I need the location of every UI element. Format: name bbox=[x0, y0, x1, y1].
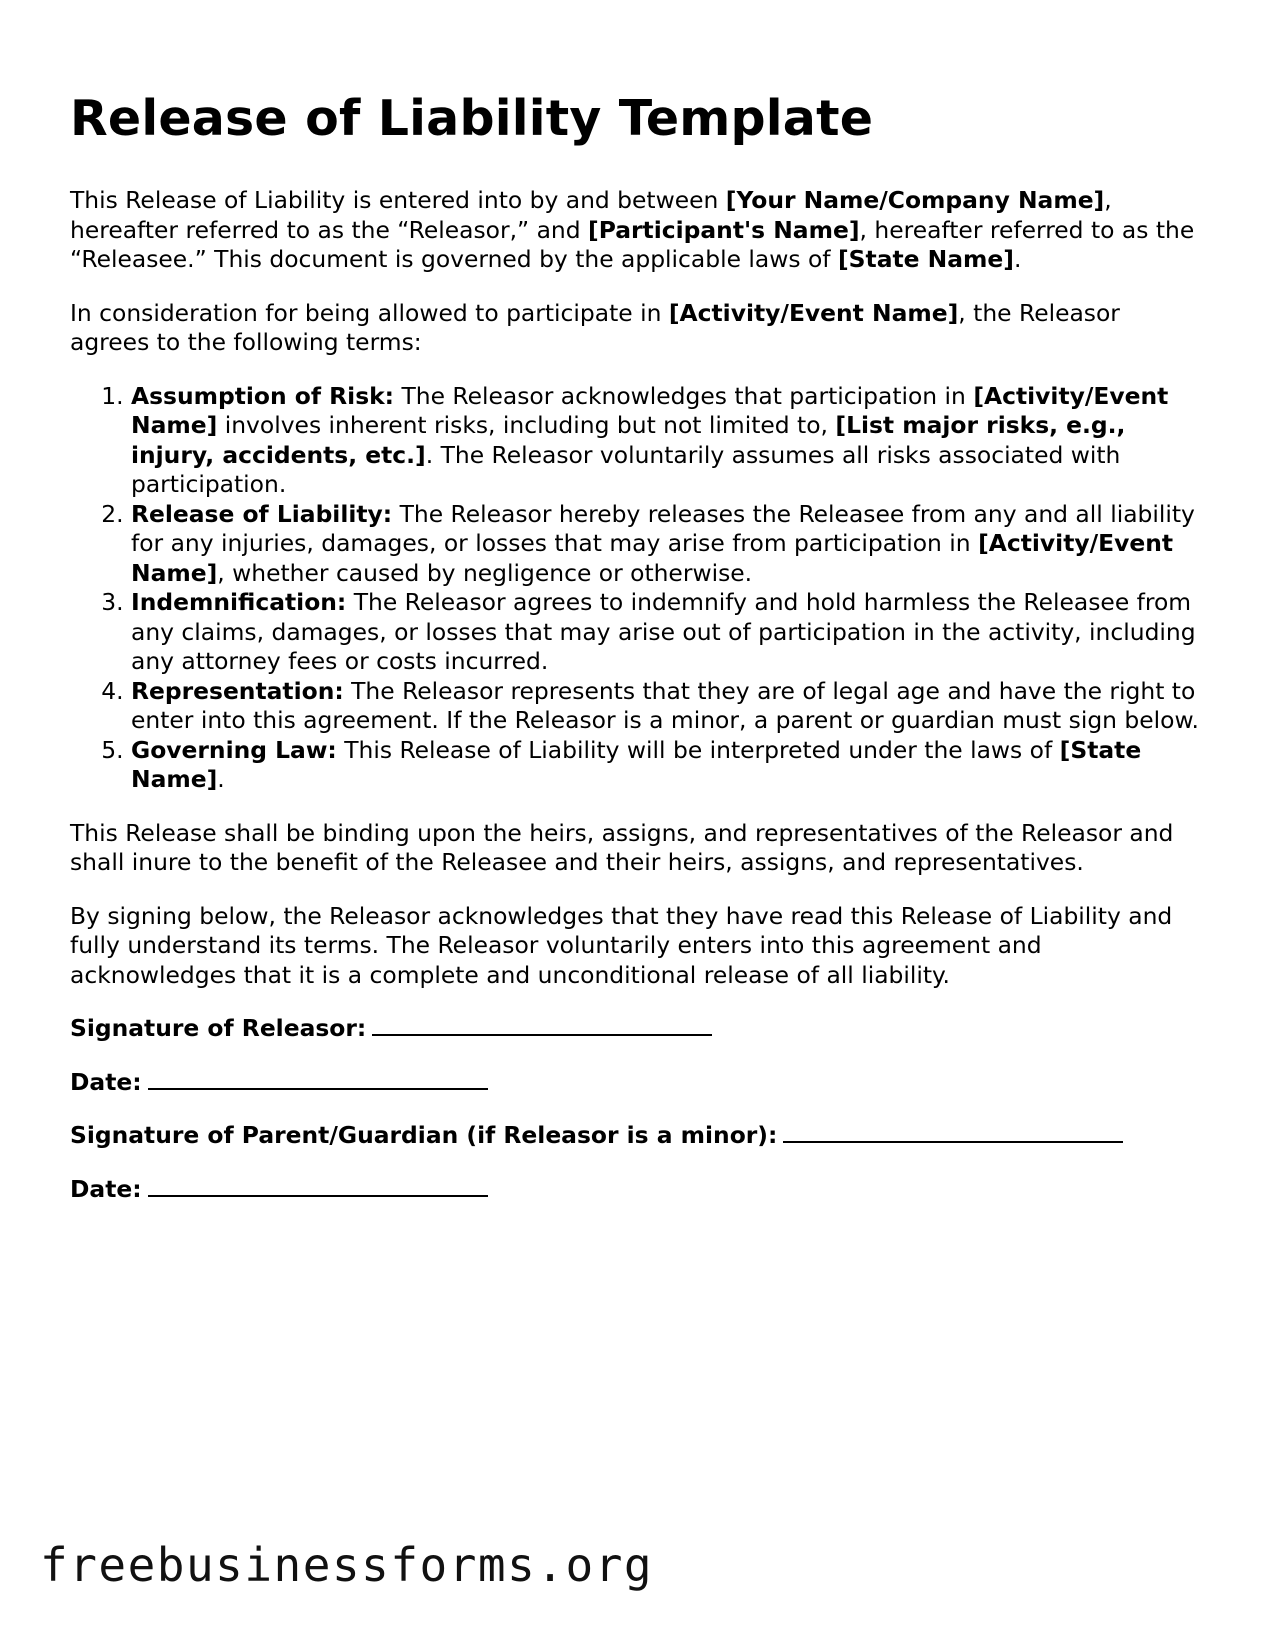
consideration-text-1: In consideration for being allowed to participate in bbox=[70, 298, 669, 327]
term-text: The Releasor represents that they are of legal age and have the right to enter into this agreement. If the Releasor is a minor, a parent or guardian must sign below. bbox=[131, 676, 1199, 734]
term-text: The Releasor acknowledges that participation in bbox=[394, 381, 974, 410]
term-indemnification bbox=[131, 588, 1200, 677]
releasor-name-placeholder: [Your Name/Company Name] bbox=[725, 186, 1105, 214]
term-assumption-of-risk bbox=[131, 382, 1200, 500]
term-heading: Assumption of Risk: bbox=[131, 381, 395, 410]
intro-text-1: This Release of Liability is entered into by and between bbox=[70, 186, 726, 214]
term-heading: Representation: bbox=[131, 676, 344, 705]
risks-placeholder: [List major risks, e.g., injury, accidents, etc.] bbox=[131, 411, 1126, 469]
date-label: Date: bbox=[70, 1174, 142, 1203]
document-title: Release of Liability Template bbox=[70, 90, 874, 147]
term-heading: Release of Liability: bbox=[131, 499, 393, 528]
releasor-signature-label: Signature of Releasor: bbox=[70, 1014, 367, 1042]
term-heading: Indemnification: bbox=[131, 588, 347, 616]
term-representation bbox=[131, 677, 1200, 736]
state-name-placeholder: [State Name] bbox=[131, 735, 1142, 793]
intro-text-2: , hereafter referred to as the “Releasor,” and bbox=[70, 186, 1112, 244]
term-release-of-liability bbox=[131, 500, 1200, 589]
date-line-1 bbox=[70, 1068, 1200, 1098]
activity-name-placeholder: [Activity/Event Name] bbox=[131, 381, 1169, 439]
guardian-signature-label: Signature of Parent/Guardian (if Releasor is a minor): bbox=[70, 1121, 778, 1149]
watermark-footer: freebusinessforms.org bbox=[40, 1538, 654, 1592]
activity-name-placeholder: [Activity/Event Name] bbox=[131, 529, 1174, 587]
term-text: . The Releasor voluntarily assumes all risks associated with participation. bbox=[131, 440, 1121, 498]
date-field-2[interactable] bbox=[148, 1181, 488, 1197]
term-governing-law bbox=[131, 736, 1200, 795]
term-text: involves inherent risks, including but not limited to, bbox=[217, 411, 836, 439]
intro-text-3: , hereafter referred to as the “Releasee.” This document is governed by the applicable laws of bbox=[70, 215, 1195, 273]
guardian-signature-line bbox=[70, 1121, 1200, 1151]
term-text: The Releasor agrees to indemnify and hold harmless the Releasee from any claims, damages, or losses that may arise out of participation in the activity, including any attorney fees or costs incurred. bbox=[131, 588, 1196, 675]
participant-name-placeholder: [Participant's Name] bbox=[588, 215, 860, 244]
terms-list bbox=[70, 382, 1200, 795]
releasor-signature-field[interactable] bbox=[372, 1020, 712, 1036]
releasor-signature-line bbox=[70, 1014, 1200, 1044]
term-heading: Governing Law: bbox=[131, 735, 337, 764]
state-name-placeholder: [State Name] bbox=[837, 245, 1014, 273]
date-line-2 bbox=[70, 1175, 1200, 1205]
intro-paragraph bbox=[70, 186, 1200, 275]
document-page bbox=[70, 88, 1200, 1228]
consideration-paragraph bbox=[70, 299, 1200, 358]
activity-name-placeholder: [Activity/Event Name] bbox=[668, 298, 959, 327]
date-field-1[interactable] bbox=[148, 1074, 488, 1090]
term-text: The Releasor hereby releases the Releasee from any and all liability for any injuries, damages, or losses that may arise from participation in bbox=[131, 499, 1195, 557]
intro-text-4: . bbox=[1013, 245, 1022, 273]
term-text: , whether caused by negligence or otherwise. bbox=[217, 558, 753, 587]
guardian-signature-field[interactable] bbox=[783, 1127, 1123, 1143]
consideration-text-2: , the Releasor agrees to the following terms: bbox=[70, 298, 1120, 356]
date-label: Date: bbox=[70, 1067, 142, 1096]
term-text: . bbox=[217, 765, 225, 793]
binding-paragraph: This Release shall be binding upon the heirs, assigns, and representatives of the Releasor and shall inure to the benefit of the Releasee and their heirs, assigns, and representatives. bbox=[70, 818, 1174, 876]
acknowledge-paragraph: By signing below, the Releasor acknowledges that they have read this Release of Liability and fully understand its terms. The Releasor voluntarily enters into this agreement and acknowledges that it is a complete and unconditional release of all liability. bbox=[70, 901, 1173, 989]
term-text: This Release of Liability will be interpreted under the laws of bbox=[336, 735, 1060, 764]
